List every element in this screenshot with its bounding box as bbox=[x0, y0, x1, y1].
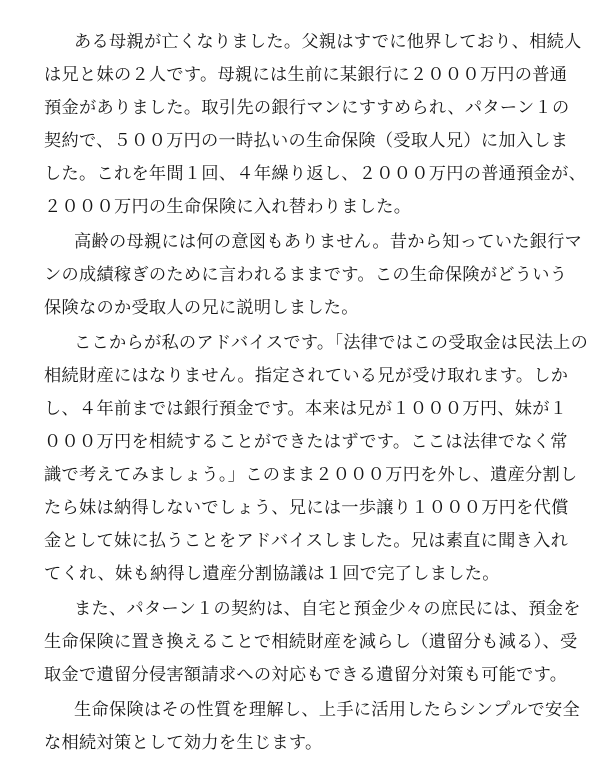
paragraph-2-line-3: 保険なのか受取人の兄に説明しました。 bbox=[44, 298, 359, 318]
paragraph-1-line-3: 預金がありました。取引先の銀行マンにすすめられ、パターン１の bbox=[44, 98, 570, 118]
paragraph-3-line-5: 識で考えてみましょう。」このまま２０００万円を外し、遺産分割し bbox=[44, 465, 578, 485]
paragraph-3-line-6: たら妹は納得しないでしょう、兄には一歩譲り１０００万円を代償 bbox=[44, 498, 569, 518]
paragraph-2-line-1: 高齢の母親には何の意図もありません。昔から知っていた銀行マ bbox=[74, 232, 583, 252]
paragraph-4-line-2: 生命保険に置き換えることで相続財産を減らし（遺留分も減る）、受 bbox=[44, 632, 578, 652]
paragraph-1-line-6: ２０００万円の生命保険に入れ替わりました。 bbox=[44, 197, 412, 217]
paragraph-4-line-1: また、パターン１の契約は、自宅と預金少々の庶民には、預金を bbox=[74, 599, 581, 619]
paragraph-3-line-7: 金として妹に払うことをアドバイスしました。兄は素直に聞き入れ bbox=[44, 531, 569, 551]
paragraph-4-line-3: 取金で遺留分侵害額請求への対応もできる遺留分対策も可能です。 bbox=[44, 665, 568, 685]
paragraph-2-line-2: ンの成績稼ぎのために言われるままです。この生命保険がどういう bbox=[44, 265, 568, 285]
paragraph-3-line-4: ０００万円を相続することができたはずです。ここは法律でなく常 bbox=[44, 432, 568, 452]
paragraph-5-line-1: 生命保険はその性質を理解し、上手に活用したらシンプルで安全 bbox=[74, 700, 581, 720]
paragraph-3-line-3: し、４年前までは銀行預金です。本来は兄が１０００万円、妹が１ bbox=[44, 399, 568, 419]
paragraph-5-line-2: な相続対策として効力を生じます。 bbox=[44, 733, 323, 753]
paragraph-1-line-4: 契約で、５００万円の一時払いの生命保険（受取人兄）に加入しま bbox=[44, 131, 569, 151]
paragraph-1-line-1: ある母親が亡くなりました。父親はすでに他界しており、相続人 bbox=[74, 32, 582, 52]
paragraph-3-line-8: てくれ、妹も納得し遺産分割協議は１回で完了しました。 bbox=[44, 564, 500, 584]
paragraph-3-line-1: ここからが私のアドバイスです。「法律ではこの受取金は民法上の bbox=[74, 333, 589, 353]
paragraph-3-line-2: 相続財産にはなりません。指定されている兄が受け取れます。しか bbox=[44, 366, 569, 386]
paragraph-1-line-2: は兄と妹の２人です。母親には生前に某銀行に２０００万円の普通 bbox=[44, 65, 568, 85]
paragraph-1-line-5: した。これを年間１回、４年繰り返し、２０００万円の普通預金が、 bbox=[44, 164, 587, 184]
